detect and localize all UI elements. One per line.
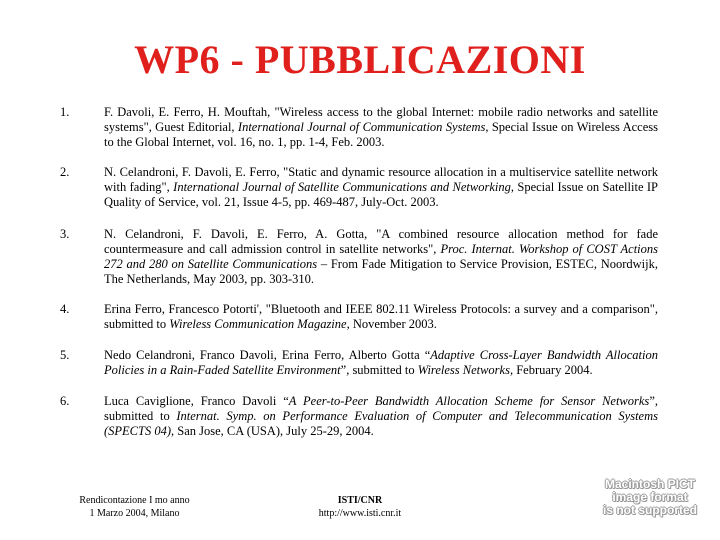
publication-citation (104, 105, 658, 150)
citation-segment: , Special Issue on Wireless Access to the Global Internet, vol. 16, no. 1, pp. 1-4, Feb. 2003. (104, 120, 658, 149)
publication-item (60, 227, 658, 287)
footer-event-line1: Rendicontazione I mo anno (79, 495, 190, 506)
publication-number: 3. (60, 227, 70, 241)
citation-segment: ”, submitted to (340, 363, 418, 377)
footer-event-line2: 1 Marzo 2004, Milano (89, 508, 180, 519)
institute-name: ISTI/CNR (337, 495, 383, 506)
publication-citation (104, 348, 658, 378)
citation-italic-segment: Wireless Communication Magazine (169, 317, 347, 331)
publication-item (60, 105, 658, 150)
publication-number: 5. (60, 348, 70, 362)
publication-number: 6. (60, 394, 70, 408)
publication-citation (104, 165, 658, 210)
citation-segment: N. Celandroni, F. Davoli, E. Ferro, "Static and dynamic resource allocation in a multiservice satellite network with fading", (104, 165, 658, 194)
pict-notice-line1: Macintosh PICT (604, 477, 695, 491)
citation-segment: ”, submitted to (104, 394, 658, 423)
publication-citation (104, 302, 658, 332)
publication-list (60, 105, 658, 439)
citation-segment: , San Jose, CA (USA), July 25-29, 2004. (171, 424, 374, 438)
citation-italic-segment: Proc. Internat. Workshop of COST Actions 272 and 280 on Satellite Communications (104, 242, 659, 271)
footer-event (62, 494, 207, 520)
publication-number: 4. (60, 302, 70, 316)
citation-italic-segment: Wireless Networks, (417, 363, 514, 377)
publication-item (60, 394, 658, 439)
publication-item (60, 165, 658, 210)
citation-segment: F. Davoli, E. Ferro, H. Mouftah, "Wireless access to the global Internet: mobile radio networks and satellite systems", Guest Editorial, (104, 105, 658, 134)
publication-citation (104, 394, 658, 439)
publication-number: 2. (60, 165, 70, 179)
pict-notice-line2: image format (612, 490, 688, 504)
citation-italic-segment: International Journal of Communication Systems (237, 120, 486, 134)
publication-citation (104, 227, 658, 287)
footer-institute (300, 494, 420, 520)
citation-segment: February 2004. (513, 363, 593, 377)
citation-segment: , November 2003. (346, 317, 437, 331)
citation-segment: N. Celandroni, F. Davoli, E. Ferro, A. Gotta, "A combined resource allocation method for fade countermeasure and call admission control in satellite networks", (104, 227, 658, 256)
publication-number: 1. (60, 105, 70, 119)
publication-item (60, 302, 658, 332)
pict-notice-line3: is not supported (603, 503, 697, 517)
publication-item (60, 348, 658, 378)
citation-italic-segment: Adaptive Cross-Layer Bandwidth Allocation Policies in a Rain-Faded Satellite Environment (104, 348, 658, 377)
citation-segment: Luca Caviglione, Franco Davoli “ (104, 394, 289, 408)
slide-title: WP6 - PUBBLICAZIONI (134, 37, 586, 82)
citation-segment: , Special Issue on Satellite IP Quality of Service, vol. 21, Issue 4-5, pp. 469-487, July-Oct. 2003. (104, 180, 658, 209)
citation-italic-segment: International Journal of Satellite Communications and Networking (173, 180, 511, 194)
institute-url[interactable]: http://www.isti.cnr.it (318, 508, 402, 519)
citation-italic-segment: A Peer-to-Peer Bandwidth Allocation Scheme for Sensor Networks (288, 394, 650, 408)
citation-segment: – From Fade Mitigation to Service Provision, ESTEC, Noordwijk, The Netherlands, May 2003, pp. 303-310. (104, 257, 658, 286)
citation-segment: Nedo Celandroni, Franco Davoli, Erina Ferro, Alberto Gotta “ (104, 348, 431, 362)
citation-italic-segment: Internat. Symp. on Performance Evaluation of Computer and Telecommunication Systems (SPECTS 04) (104, 409, 659, 438)
citation-segment: Erina Ferro, Francesco Potorti', "Bluetooth and IEEE 802.11 Wireless Protocols: a survey and a comparison", submitted to (104, 302, 658, 331)
pict-unsupported-notice (590, 478, 710, 517)
